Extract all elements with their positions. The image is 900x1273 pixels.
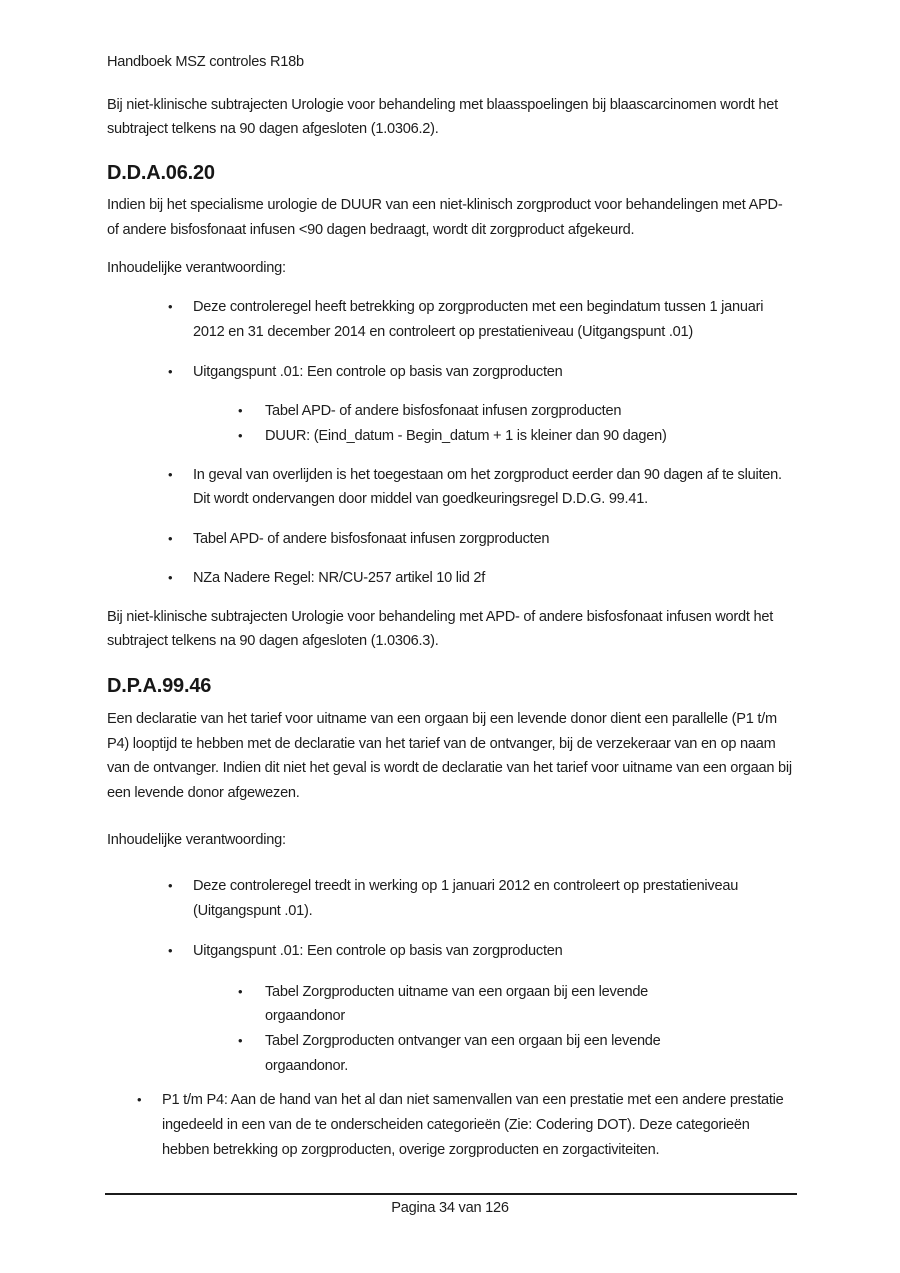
list-item-text: NZa Nadere Regel: NR/CU-257 artikel 10 lid 2f xyxy=(193,569,486,586)
page-footer xyxy=(0,1193,900,1220)
bullet-icon: • xyxy=(168,363,173,379)
bullet-icon: • xyxy=(168,569,173,585)
section2-verantwoording-label: Inhoudelijke verantwoording: xyxy=(107,831,286,848)
list-item-text: In geval van overlijden is het toegestaan om het zorgproduct eerder dan 90 dagen af te sluiten. Dit wordt ondervangen door middel van goedkeuringsregel D.D.G. 99.41. xyxy=(193,466,782,508)
footer-divider xyxy=(105,1193,797,1195)
section1-description: Indien bij het specialisme urologie de DUUR van een niet-klinisch zorgproduct voor behandelingen met APD- of andere bisfosfonaat infusen <90 dagen bedraagt, wordt dit zorgproduct afgekeurd. xyxy=(107,197,783,238)
list-item-text: Uitgangspunt .01: Een controle op basis van zorgproducten xyxy=(193,942,563,959)
section1-closing-paragraph: Bij niet-klinische subtrajecten Urologie voor behandeling met APD- of andere bisfosfonaat infusen wordt het subtraject telkens na 90 dagen afgesloten (1.0306.3). xyxy=(107,608,774,650)
list-item-text: Deze controleregel heeft betrekking op zorgproducten met een begindatum tussen 1 januari 2012 en 31 december 2014 en controleert op prestatieniveau (Uitgangspunt .01) xyxy=(193,299,764,340)
bullet-icon: • xyxy=(168,299,173,315)
list-item-text: Tabel Zorgproducten ontvanger van een orgaan bij een levende orgaandonor. xyxy=(265,1032,661,1074)
bullet-icon: • xyxy=(168,878,173,894)
bullet-icon: • xyxy=(238,983,243,999)
bullet-icon: • xyxy=(168,942,173,958)
list-item xyxy=(168,527,793,552)
section2-heading: D.P.A.99.46 xyxy=(107,674,212,697)
list-item-text: Tabel Zorgproducten uitname van een orgaan bij een levende orgaandonor xyxy=(265,983,649,1025)
list-item xyxy=(137,1088,793,1162)
bullet-icon: • xyxy=(168,466,173,482)
list-item xyxy=(238,399,793,424)
document-header-title: Handboek MSZ controles R18b xyxy=(107,54,304,70)
section1-heading: D.D.A.06.20 xyxy=(107,162,215,185)
list-item xyxy=(168,360,793,385)
list-item xyxy=(238,424,793,449)
bullet-icon: • xyxy=(168,531,173,547)
list-item-text: DUUR: (Eind_datum - Begin_datum + 1 is kleiner dan 90 dagen) xyxy=(265,428,667,445)
list-item xyxy=(168,874,793,923)
list-item xyxy=(238,980,793,1029)
list-item-text: Tabel APD- of andere bisfosfonaat infusen zorgproducten xyxy=(265,403,622,420)
bullet-icon: • xyxy=(137,1092,142,1108)
list-item-text: Deze controleregel treedt in werking op 1 januari 2012 en controleert op prestatieniveau (Uitgangspunt .01). xyxy=(193,878,739,920)
list-item xyxy=(168,295,793,344)
intro-paragraph: Bij niet-klinische subtrajecten Urologie voor behandeling met blaasspoelingen bij blaascarcinomen wordt het subtraject telkens na 90 dagen afgesloten (1.0306.2). xyxy=(107,96,778,138)
bullet-icon: • xyxy=(238,1032,243,1048)
list-item xyxy=(168,463,793,512)
list-item-text: P1 t/m P4: Aan de hand van het al dan niet samenvallen van een prestatie met een andere prestatie ingedeeld in een van de te onderscheiden categorieën (Zie: Codering DOT). Deze categorieën hebben betrekking op zorgproducten, overige zorgproducten en zorgactiviteiten. xyxy=(162,1092,784,1158)
list-item xyxy=(168,939,793,964)
section2-description: Een declaratie van het tarief voor uitname van een orgaan bij een levende donor dient een parallelle (P1 t/m P4) looptijd te hebben met de declaratie van het tarief van de ontvanger, bij de verzekeraar van en op naam van de ontvanger. Indien dit niet het geval is wordt de declaratie van het tarief voor uitname van een orgaan bij een levende donor afgewezen. xyxy=(107,710,792,802)
list-item xyxy=(238,1029,793,1078)
page-number: Pagina 34 van 126 xyxy=(391,1200,509,1216)
list-item-text: Uitgangspunt .01: Een controle op basis van zorgproducten xyxy=(193,363,563,380)
bullet-icon: • xyxy=(238,403,243,419)
list-item-text: Tabel APD- of andere bisfosfonaat infusen zorgproducten xyxy=(193,531,550,548)
list-item xyxy=(168,566,793,591)
bullet-icon: • xyxy=(238,428,243,444)
section1-verantwoording-label: Inhoudelijke verantwoording: xyxy=(107,259,286,276)
